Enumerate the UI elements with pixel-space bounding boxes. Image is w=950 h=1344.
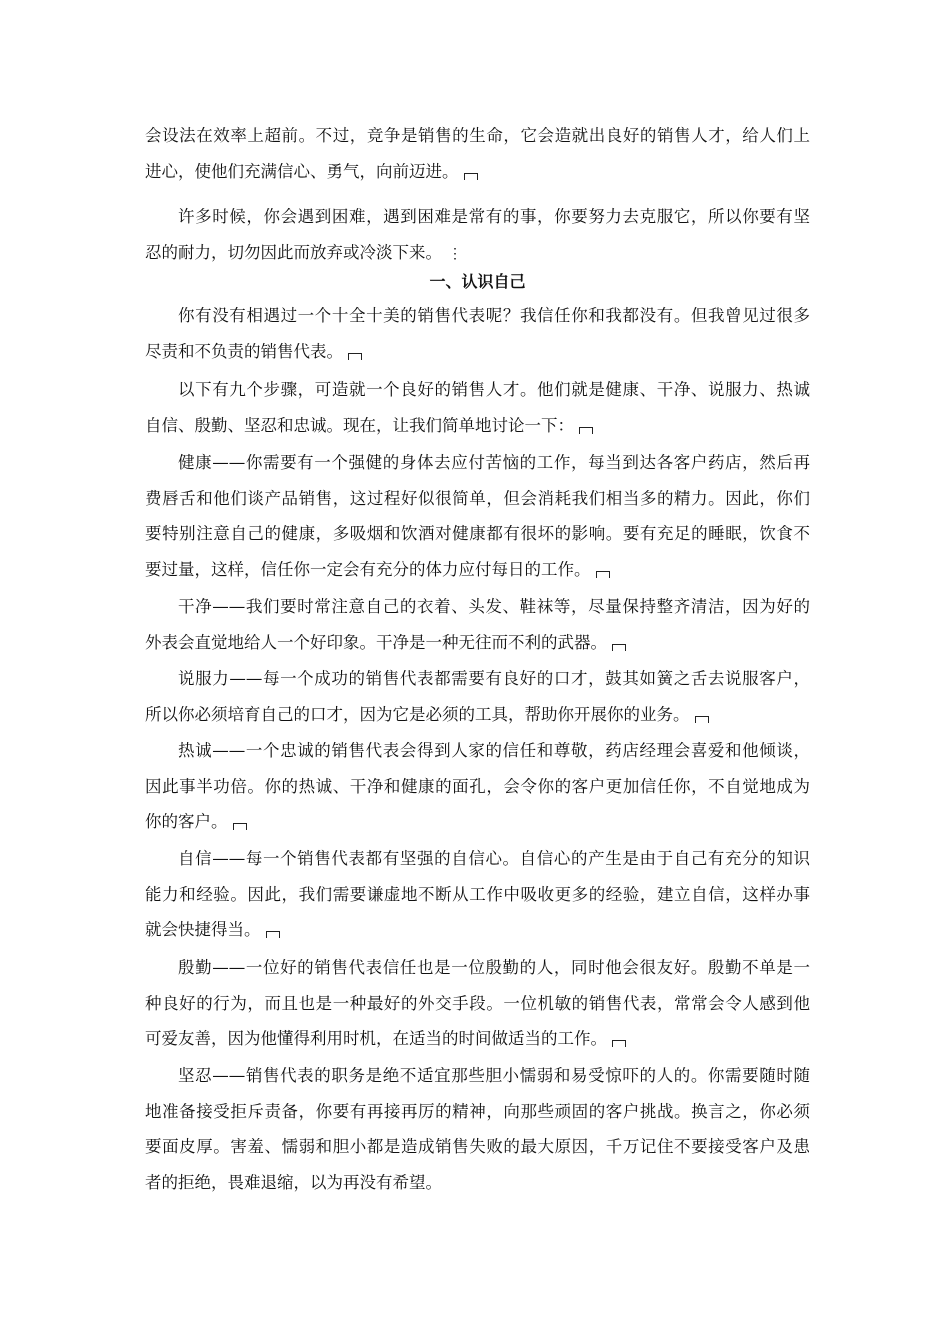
paragraph-difficulty <box>145 199 810 270</box>
paragraph-mark-icon <box>233 823 247 830</box>
paragraph-health <box>145 445 810 587</box>
paragraph-mark-icon <box>695 716 709 723</box>
paragraph-competition <box>145 118 810 189</box>
text-line: 你的客户。 <box>145 804 810 840</box>
text-line: 可爱友善，因为他懂得利用时机，在适当的时间做适当的工作。 <box>145 1021 810 1057</box>
text-line: 进心，使他们充满信心、勇气，向前迈进。 <box>145 154 810 190</box>
text-line: 所以你必须培育自己的口才，因为它是必须的工具，帮助你开展你的业务。 <box>145 697 810 733</box>
text-line: 因此事半功倍。你的热诚、干净和健康的面孔，会令你的客户更加信任你，不自觉地成为 <box>145 776 810 796</box>
paragraph-courtesy <box>145 950 810 1057</box>
paragraph-confidence <box>145 841 810 948</box>
text-line: 地准备接受拒斥责备，你要有再接再厉的精神，向那些顽固的客户挑战。换言之，你必须 <box>145 1101 810 1121</box>
text-line: 说服力——每一个成功的销售代表都需要有良好的口才，鼓其如簧之舌去说服客户， <box>178 669 810 688</box>
text-line: 干净——我们要时常注意自己的衣着、头发、鞋袜等，尽量保持整齐清洁，因为好的 <box>178 597 810 616</box>
paragraph-persuasion <box>145 661 810 732</box>
text-line: 许多时候，你会遇到困难，遇到困难是常有的事，你要努力去克服它，所以你要有坚 <box>178 207 810 226</box>
paragraph-mark-icon <box>612 1040 626 1047</box>
text-line: 会设法在效率上超前。不过，竞争是销售的生命，它会造就出良好的销售人才，给人们上 <box>145 126 810 145</box>
text-line: 尽责和不负责的销售代表。 <box>145 334 810 370</box>
text-line: 坚忍——销售代表的职务是绝不适宜那些胆小懦弱和易受惊吓的人的。你需要随时随 <box>178 1066 810 1085</box>
text-line: 就会快捷得当。 <box>145 912 810 948</box>
text-line: 忍的耐力，切勿因此而放弃或冷淡下来。 ⋮ <box>145 235 810 271</box>
text-line: 种良好的行为，而且也是一种最好的外交手段。一位机敏的销售代表，常常会令人感到他 <box>145 993 810 1013</box>
paragraph-enthusiasm <box>145 733 810 840</box>
text-line: 能力和经验。因此，我们需要谦虚地不断从工作中吸收更多的经验，建立自信，这样办事 <box>145 884 810 904</box>
text-line: 你有没有相遇过一个十全十美的销售代表呢？我信任你和我都没有。但我曾见过很多 <box>178 306 810 325</box>
ellipsis-mark-icon: ⋮ <box>448 245 462 262</box>
paragraph-mark-icon <box>596 571 610 578</box>
text-line: 费唇舌和他们谈产品销售，这过程好似很简单，但会消耗我们相当多的精力。因此，你们 <box>145 488 810 508</box>
text-line: 自信——每一个销售代表都有坚强的自信心。自信心的产生是由于自己有充分的知识 <box>178 849 810 868</box>
text-line: 以下有九个步骤，可造就一个良好的销售人才。他们就是健康、干净、说服力、热诚 <box>178 380 810 399</box>
paragraph-mark-icon <box>464 173 478 180</box>
text-line: 自信、殷勤、坚忍和忠诚。现在，让我们简单地讨论一下： <box>145 408 810 444</box>
section-heading: 一、认识自己 <box>429 272 526 291</box>
paragraph-mark-icon <box>612 644 626 651</box>
paragraph-perfect-rep <box>145 298 810 369</box>
paragraph-mark-icon <box>348 353 362 360</box>
text-line: 要过量，这样，信任你一定会有充分的体力应付每日的工作。 <box>145 552 810 588</box>
text-line: 要特别注意自己的健康，多吸烟和饮酒对健康都有很坏的影响。要有充足的睡眠，饮食不 <box>145 524 810 543</box>
text-line: 者的拒绝，畏难退缩，以为再没有希望。 <box>145 1172 442 1192</box>
text-line: 外表会直觉地给人一个好印象。干净是一种无往而不利的武器。 <box>145 625 810 661</box>
paragraph-mark-icon <box>579 427 593 434</box>
text-line: 要面皮厚。害羞、懦弱和胆小都是造成销售失败的最大原因，千万记住不要接受客户及患 <box>145 1137 810 1156</box>
paragraph-nine-steps <box>145 372 810 443</box>
paragraph-mark-icon <box>266 931 280 938</box>
text-line: 殷勤——一位好的销售代表信任也是一位殷勤的人，同时他会很友好。殷勤不单是一 <box>178 958 810 977</box>
paragraph-clean <box>145 589 810 660</box>
text-line: 健康——你需要有一个强健的身体去应付苦恼的工作，每当到达各客户药店，然后再 <box>178 453 810 472</box>
paragraph-perseverance <box>145 1058 810 1200</box>
text-line: 热诚——一个忠诚的销售代表会得到人家的信任和尊敬，药店经理会喜爱和他倾谈， <box>178 741 810 760</box>
